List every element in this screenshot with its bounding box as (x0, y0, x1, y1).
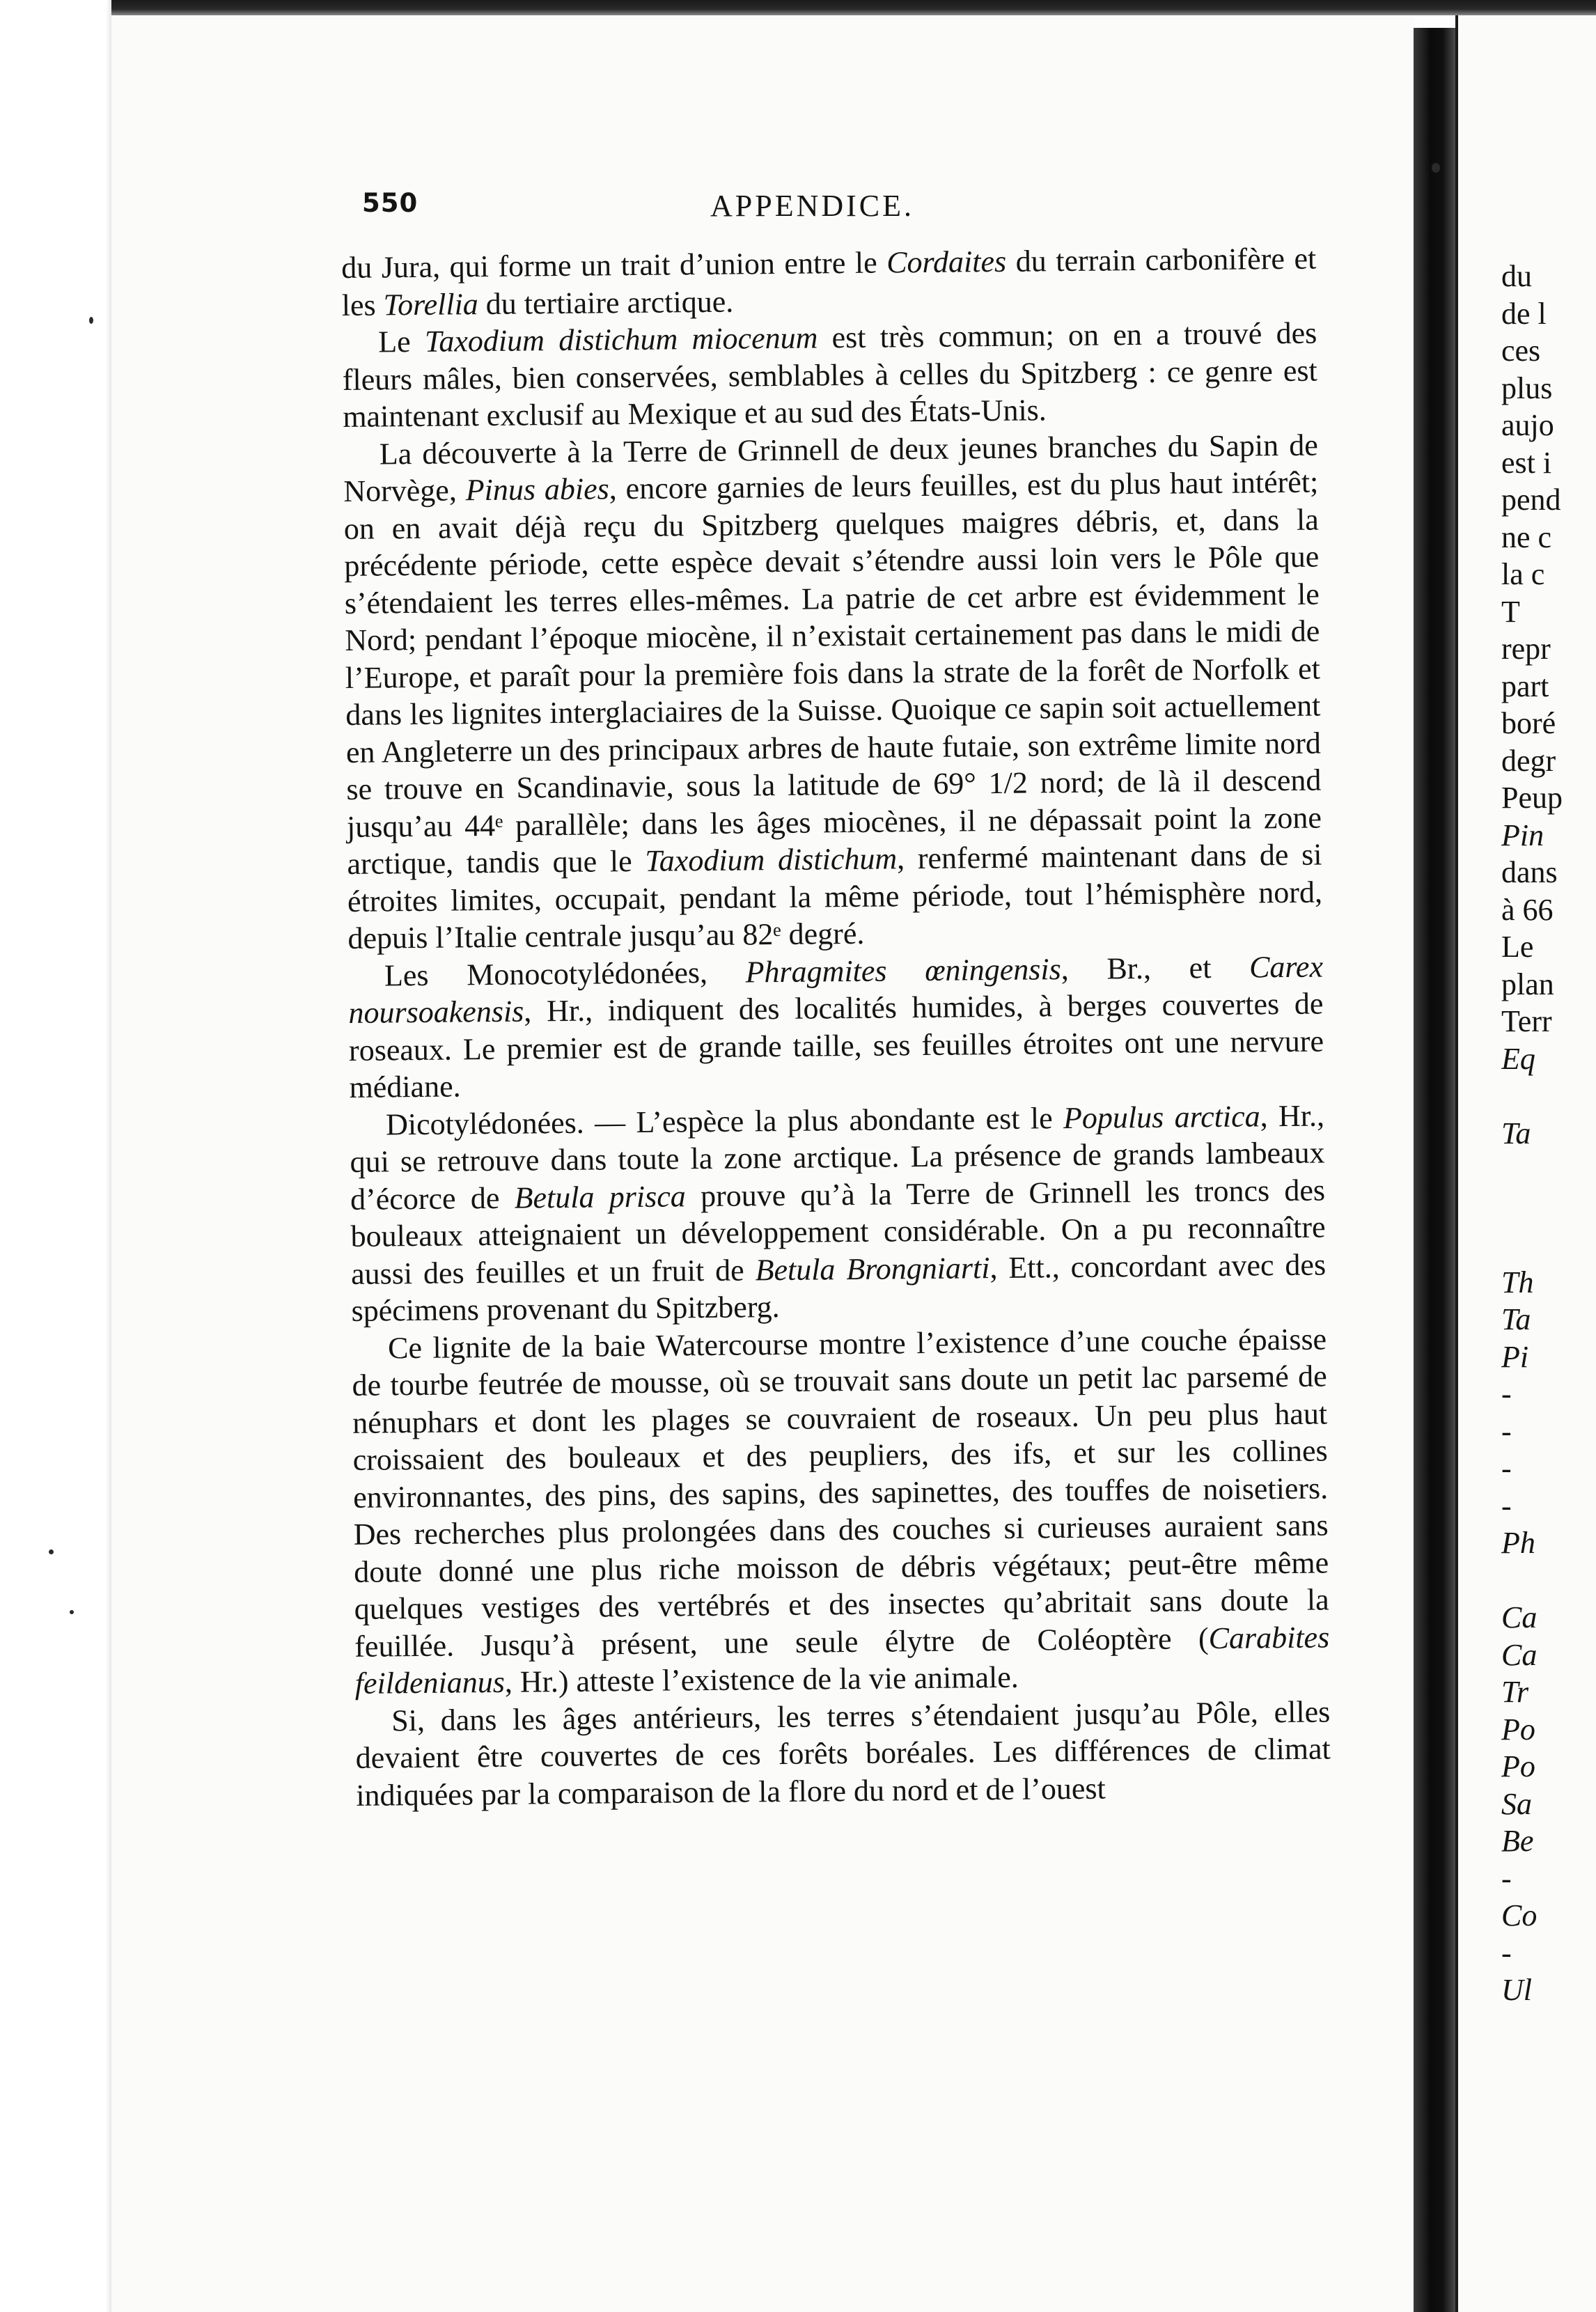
right-page-line-fragment: Pin (1501, 818, 1544, 852)
text-run: , Br., et (1061, 950, 1250, 986)
right-page-line-fragment: Tr (1501, 1675, 1529, 1709)
text-run: Si, dans les âges antérieurs, les terres s’étendaient jusqu’au Pôle, elles devaient être couvertes de ces forêts boréales. Les différences de climat indiquées par la comparaison de la flore du nord et de l’ouest (355, 1694, 1331, 1813)
right-page-line-fragment: Terr (1501, 1004, 1552, 1038)
scan-speck (1432, 163, 1440, 173)
scan-top-shadow (0, 0, 1596, 15)
text-run: , Hr., indiquent des localités humides, à berges couvertes de roseaux. Le premier est de grande taille, ses feuilles étroites ont une nervure médiane. (348, 986, 1324, 1104)
right-page-line-fragment: - (1501, 1861, 1512, 1896)
right-page-line-fragment (1501, 1189, 1592, 1227)
right-page-line-fragment: Le (1501, 930, 1534, 964)
right-page-line-fragment: - (1501, 1488, 1512, 1523)
right-page-line-fragment: repr (1501, 632, 1551, 666)
body-text (341, 240, 1331, 1814)
italic-run: Carex noursoakensis (348, 949, 1324, 1030)
right-page-line-fragment: Ph (1501, 1526, 1535, 1560)
paragraph (348, 948, 1324, 1106)
right-page-line-fragment: T (1501, 594, 1520, 629)
text-run: est très commun; on en a trouvé des fleurs mâles, bien conservées, semblables à celles du Spitzberg : ce genre est maintenant exclusif au Mexique et au sud des États-Unis. (342, 315, 1317, 434)
italic-run: Taxodium distichum (645, 841, 898, 878)
right-page-line-fragment: - (1501, 1377, 1512, 1411)
right-page-line-fragment: Ca (1501, 1600, 1538, 1634)
right-page-line-fragment: Pi (1501, 1339, 1529, 1374)
right-page-line-fragment: Eq (1501, 1041, 1535, 1076)
scan-speck (70, 1610, 74, 1614)
right-page-line-fragment (1501, 1077, 1592, 1115)
text-run: prouve qu’à la Terre de Grinnell les troncs des bouleaux atteignaient un développement considérable. On a pu reconnaître aussi des feuilles et un fruit de (350, 1172, 1326, 1291)
scan-speck (49, 1549, 54, 1554)
italic-run: Betula Brongniarti (755, 1250, 990, 1287)
right-page-line-fragment: la c (1501, 557, 1545, 591)
right-page-line-fragment: Peup (1501, 781, 1563, 815)
italic-run: Phragmites œningensis (745, 951, 1061, 989)
text-run: du tertiaire arctique. (478, 284, 734, 321)
italic-run: Cordaites (886, 244, 1007, 280)
book-gutter (1414, 28, 1455, 2312)
text-run: La découverte à la Terre de Grinnell de deux jeunes branches du Sapin de Norvège, (343, 428, 1318, 508)
paragraph (355, 1693, 1331, 1814)
text-run: Dicotylédonées. — L’espèce la plus abondante est le (385, 1100, 1064, 1141)
right-page-line-fragment: aujo (1501, 408, 1554, 442)
right-page-line-fragment: Ta (1501, 1302, 1531, 1336)
running-title: APPENDICE. (710, 189, 915, 223)
right-page-line-fragment: Po (1501, 1749, 1535, 1783)
text-run: , Hr.) atteste l’existence de la vie animale. (504, 1659, 1019, 1699)
paragraph (352, 1320, 1330, 1702)
scan-speck (89, 317, 93, 324)
italic-run: Betula prisca (514, 1178, 686, 1215)
right-page-line-fragment: Ta (1501, 1116, 1531, 1150)
text-run: , Hr., qui se retrouve dans toute la zone arctique. La présence de grands lambeaux d’écorce de (350, 1098, 1325, 1217)
right-page-line-fragment (1501, 1226, 1592, 1264)
right-page-line-fragment: - (1501, 1414, 1512, 1448)
right-page-line-fragment: plus (1501, 370, 1553, 405)
text-run: Ce lignite de la baie Watercourse montre l’existence d’une couche épaisse de tourbe feutrée de mousse, où se trouvait sans doute un petit lac parsemé de nénuphars et dont les plages se couvraient de roseaux. Un peu plus haut croissaient des bouleaux et des peupliers, des ifs, et sur les collines environnantes, des pins, des sapins, des sapinettes, des touffes de noisetiers. Des recherches plus prolongées dans des couches si curieuses auraient sans doute donné une plus riche moisson de débris végétaux; peut-être même quelques vestiges des vertébrés et des insectes qu’abritait sans doute la feuillée. Jusqu’à présent, une seule élytre de Coléoptère ( (352, 1321, 1329, 1664)
right-page-line-fragment: dans (1501, 855, 1558, 889)
paragraph (341, 240, 1317, 324)
right-page-line-fragment: ne c (1501, 520, 1552, 554)
italic-run: Pinus abies (465, 471, 609, 508)
right-page-line-fragment: Co (1501, 1898, 1538, 1932)
right-page-line-fragment: Po (1501, 1712, 1535, 1747)
text-run: du terrain carbonifère et les (341, 241, 1317, 322)
right-page-line-fragment: du (1501, 259, 1532, 293)
scan-left-margin (0, 0, 111, 2312)
right-page-line-fragment: degr (1501, 743, 1556, 778)
right-page-line-fragment: ces (1501, 334, 1541, 368)
running-head (362, 188, 1323, 237)
right-page-line-fragment: boré (1501, 706, 1556, 740)
text-run: Les Monocotylédonées, (384, 954, 746, 992)
right-page-line-fragment: - (1501, 1935, 1512, 1970)
right-page-line-fragment: est i (1501, 445, 1552, 480)
right-page-line-fragment: Ca (1501, 1637, 1538, 1672)
right-page-line-fragment (1501, 1562, 1592, 1600)
italic-run: Taxodium distichum miocenum (424, 320, 818, 359)
right-page-text-fragments (1501, 258, 1592, 2009)
text-run: , renfermé maintenant dans de si étroites limites, occupait, pendant la même période, tout l’hémisphère nord, depuis l’Italie centrale jusqu’au 82ᵉ degré. (347, 837, 1323, 955)
right-page-line-fragment: part (1501, 669, 1549, 703)
right-page-line-fragment: Be (1501, 1824, 1534, 1858)
italic-run: Torellia (383, 286, 479, 322)
text-run: Le (378, 324, 425, 359)
paragraph (342, 315, 1317, 436)
right-page-line-fragment: pend (1501, 483, 1561, 517)
paragraph (350, 1097, 1327, 1329)
right-page-line-fragment: Ul (1501, 1973, 1532, 2007)
text-run: du Jura, qui forme un trait d’union entre le (341, 245, 887, 285)
right-page-line-fragment: de l (1501, 296, 1547, 331)
text-run: , Ett., concordant avec des spécimens provenant du Spitzberg. (351, 1247, 1327, 1328)
right-page-line-fragment: Th (1501, 1265, 1534, 1299)
page-number: 550 (362, 188, 418, 218)
right-page-line-fragment (1501, 1152, 1592, 1189)
paragraph (343, 426, 1323, 957)
right-page-line-fragment: Sa (1501, 1786, 1532, 1821)
right-page-line-fragment: - (1501, 1451, 1512, 1485)
text-run: , encore garnies de leurs feuilles, est du plus haut intérêt; on en avait déjà reçu du Spitzberg quelques maigres débris, et, dans la précédente période, cette espèce devait s’étendre aussi loin vers le Pôle que s’étendaient les terres elles-mêmes. La patrie de cet arbre est évidemment le Nord; pendant l’époque miocène, il n’existait certainement pas dans le midi de l’Europe, et paraît pour la première fois dans la strate de la forêt de Norfolk et dans les lignites interglaciaires de la Suisse. Quoique ce sapin soit actuellement en Angleterre un des principaux arbres de haute futaie, son extrême limite nord se trouve en Scandinavie, sous la latitude de 69° 1/2 nord; de là il descend jusqu’au 44ᵉ parallèle; dans les âges miocènes, il ne dépassait point la zone arctique, tandis que le (343, 464, 1322, 881)
right-page-line-fragment: plan (1501, 967, 1554, 1001)
right-page-line-fragment: à 66 (1501, 892, 1554, 927)
italic-run: Populus arctica (1063, 1098, 1260, 1135)
italic-run: Carabites feildenianus (354, 1619, 1330, 1701)
